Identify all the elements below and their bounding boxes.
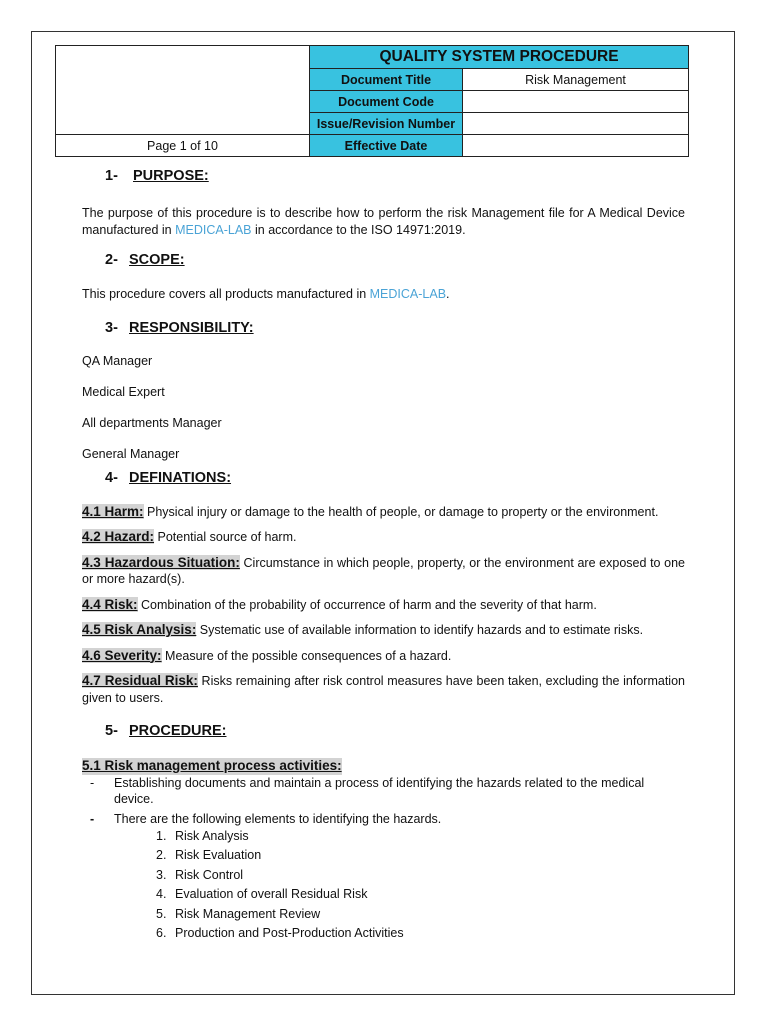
logo-cell: [56, 46, 310, 135]
section-title: PROCEDURE:: [129, 723, 227, 739]
subsection-title: 5.1 Risk management process activities:: [82, 758, 342, 773]
definition-term: 4.5 Risk Analysis:: [82, 622, 197, 637]
definition-text: Measure of the possible consequences of a hazard.: [161, 648, 452, 663]
responsibility-item: QA Manager: [82, 353, 153, 368]
definition-item: [82, 529, 685, 546]
effective-date-label: Effective Date: [310, 135, 463, 157]
definition-term: 4.4 Risk:: [82, 596, 138, 612]
scope-text: This procedure covers all products manufactured in: [82, 287, 370, 301]
section-number: 5-: [105, 723, 118, 739]
definition-text: Circumstance in which people, property, or the environment are exposed to one or more hazard(s).: [82, 555, 685, 586]
list-text: Risk Evaluation: [175, 848, 262, 863]
company-name: MEDICA-LAB: [369, 287, 447, 301]
purpose-paragraph: [82, 205, 685, 238]
list-number: 1.: [156, 829, 167, 843]
list-text: Risk Analysis: [175, 829, 249, 843]
procedure-title: QUALITY SYSTEM PROCEDURE: [310, 46, 689, 69]
definition-term: 4.6 Severity:: [82, 647, 162, 663]
definition-text: Risks remaining after risk control measures have been taken, excluding the information given to users.: [82, 674, 685, 705]
section-title: RESPONSIBILITY:: [129, 319, 254, 336]
list-item: [82, 924, 685, 943]
section-number: 2-: [105, 252, 118, 268]
responsibility-item: All departments Manager: [82, 415, 222, 430]
list-text: Risk Control: [175, 867, 244, 882]
responsibility-item: General Manager: [82, 446, 180, 461]
list-text: Risk Management Review: [175, 906, 321, 921]
scope-paragraph: [82, 286, 685, 303]
definitions-heading: [105, 470, 685, 490]
definition-item: [82, 504, 685, 521]
purpose-text-end: in accordance to the ISO 14971:2019.: [251, 222, 466, 237]
definition-term: 4.1 Harm:: [82, 503, 144, 519]
definition-item: [82, 673, 685, 706]
list-item: [82, 827, 685, 846]
definition-item: [82, 648, 685, 665]
company-name: MEDICA-LAB: [175, 222, 252, 237]
hazard-elements-list: [82, 827, 685, 943]
page-info: Page 1 of 10: [56, 135, 310, 157]
procedure-bullets: [82, 775, 685, 828]
list-number: 3.: [156, 867, 167, 882]
list-number: 2.: [156, 848, 167, 863]
list-number: 5.: [156, 906, 167, 921]
dash-marker: -: [90, 811, 95, 826]
effective-date-value: [463, 135, 689, 157]
definition-item: [82, 555, 685, 588]
definition-item: [82, 622, 685, 639]
procedure-heading: [105, 723, 685, 743]
purpose-text: The purpose of this procedure is to describe how to perform the risk Management file for A Medical Device manufactured in: [82, 206, 685, 237]
document-body: [82, 168, 685, 943]
bullet-text: There are the following elements to identifying the hazards.: [114, 811, 442, 826]
responsibility-list: [82, 353, 685, 470]
list-item: [82, 846, 685, 865]
list-number: 4.: [156, 887, 167, 902]
scope-text-end: .: [446, 287, 450, 301]
section-number: 1-: [105, 168, 118, 184]
revision-number-value: [463, 113, 689, 135]
dash-marker: -: [90, 775, 95, 790]
list-number: 6.: [156, 925, 167, 940]
list-item: [82, 905, 685, 924]
definition-text: Combination of the probability of occurrence of harm and the severity of that harm.: [137, 597, 597, 612]
bullet-text: Establishing documents and maintain a process of identifying the hazards related to the medical device.: [114, 775, 645, 806]
document-title-value: Risk Management: [463, 69, 689, 91]
definition-text: Potential source of harm.: [154, 530, 297, 544]
list-item: [82, 885, 685, 904]
list-item: [82, 866, 685, 885]
procedure-subsection: [82, 758, 685, 775]
definitions-list: [82, 504, 685, 707]
definition-term: 4.7 Residual Risk:: [82, 673, 198, 688]
responsibility-item: Medical Expert: [82, 384, 165, 399]
revision-number-label: Issue/Revision Number: [310, 113, 463, 135]
section-title: DEFINATIONS:: [129, 469, 232, 486]
document-code-label: Document Code: [310, 91, 463, 113]
list-item: [82, 811, 685, 828]
definition-text: Physical injury or damage to the health of people, or damage to property or the environment.: [143, 504, 659, 519]
document-code-value: [463, 91, 689, 113]
scope-heading: [105, 252, 685, 272]
list-item: [82, 775, 685, 808]
definition-term: 4.2 Hazard:: [82, 529, 155, 544]
purpose-heading: [105, 168, 685, 188]
section-number: 3-: [105, 319, 118, 336]
list-text: Production and Post-Production Activities: [175, 925, 404, 940]
document-title-label: Document Title: [310, 69, 463, 91]
responsibility-heading: [105, 320, 685, 340]
section-title: SCOPE:: [129, 252, 185, 268]
section-number: 4-: [105, 469, 118, 486]
document-header-table: [55, 45, 689, 157]
list-text: Evaluation of overall Residual Risk: [175, 887, 368, 902]
definition-term: 4.3 Hazardous Situation:: [82, 554, 240, 570]
section-title: PURPOSE:: [133, 168, 209, 184]
definition-item: [82, 597, 685, 614]
definition-text: Systematic use of available information to identify hazards and to estimate risks.: [196, 623, 644, 637]
